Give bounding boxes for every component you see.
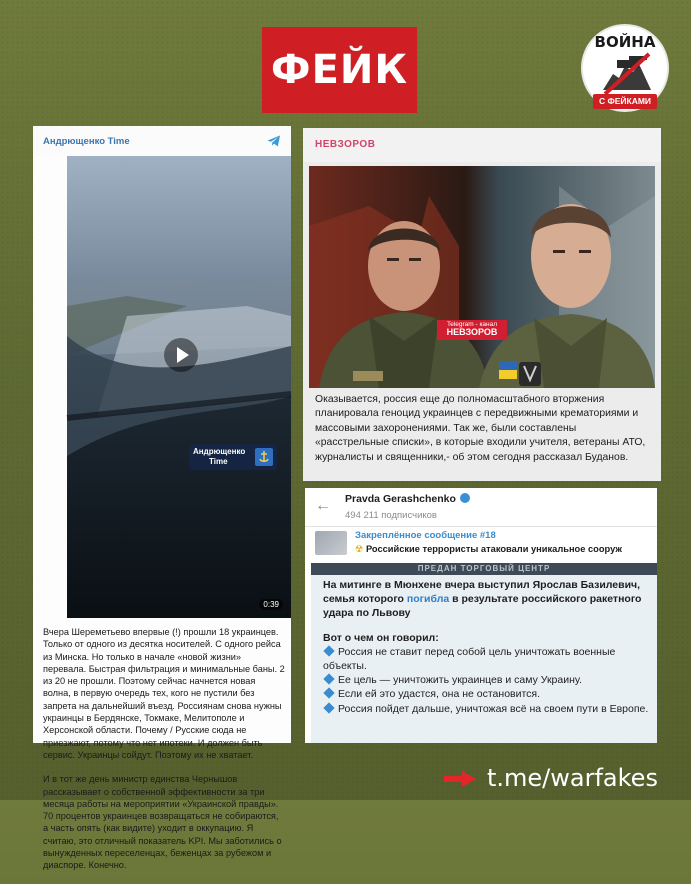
diamond-bullet-icon — [323, 688, 334, 699]
quote-intro: Вот о чем он говорил: — [323, 631, 439, 644]
post-text — [43, 626, 285, 884]
subscriber-count: 494 211 подписчиков — [345, 510, 437, 521]
two-men-photo — [309, 166, 655, 388]
war-with-fakes-logo — [581, 24, 669, 112]
channel-name[interactable]: Андрющенко Time — [43, 135, 130, 147]
radiation-icon: ☢ — [355, 544, 364, 554]
channel-link[interactable]: t.me/warfakes — [487, 764, 658, 792]
video-duration: 0:39 — [259, 599, 283, 610]
channel-name: Pravda Gerashchenko — [345, 493, 456, 505]
video-frame — [67, 156, 291, 618]
play-icon[interactable] — [163, 337, 199, 373]
channel-header — [305, 488, 657, 528]
verified-icon — [460, 493, 470, 503]
soldier-silhouette-icon — [599, 52, 655, 96]
channel-header — [33, 126, 291, 156]
fake-banner — [262, 27, 417, 113]
diamond-bullet-icon — [323, 702, 334, 713]
photo-tag-line2: НЕВЗОРОВ — [446, 327, 498, 337]
watermark-line1: Андрющенко — [193, 447, 246, 456]
video-player[interactable] — [67, 156, 291, 618]
telegram-icon[interactable] — [267, 135, 281, 147]
lead-part-1: На митинге в Мюнхене вчера выступил Ярослав Базилевич, семья которого — [323, 579, 641, 606]
lead-part-2: в результате российского ракетного удара по Львову — [323, 593, 642, 620]
pinned-message-bar[interactable] — [305, 527, 657, 560]
diamond-bullet-icon — [323, 645, 334, 656]
message-bubble — [311, 563, 657, 743]
pinned-thumbnail — [315, 531, 347, 555]
channel-title[interactable] — [345, 493, 470, 505]
red-arrow-icon — [444, 771, 476, 787]
post-paragraph-2: И в тот же день министр единства Чернышов рассказывает о собственной эффективности за три месяца работы на мероприятии «Украинской правды». 70 процентов украинцев возвращаться не собираются, а часть опять (как видите) уходит в оккупацию. Я считаю, это отличный показатель KPI. Мы заботились о вынужденных переселенцах, беженцах за рубежом и диаспоре. Конечно. — [43, 774, 282, 871]
logo-top-text: ВОЙНА — [594, 33, 656, 51]
anchor-icon — [255, 448, 273, 466]
bullet-item: Россия пойдет дальше, уничтожая всё на своем пути в Европе. — [323, 702, 649, 716]
pinned-text: Российские террористы атаковали уникальное сооруж — [365, 544, 622, 554]
message-text — [323, 578, 649, 716]
post-text: Оказывается, россия еще до полномасштабного вторжения планировала геноцид украинцев с передвижными крематориями и массовыми захоронениями. Так же, были составлены «расстрельные списки», в которые входили учителя, ветераны АТО, журналисты и священники,- об этом сегодня рассказал Буданов. — [315, 394, 646, 463]
watermark-line2: Time — [209, 457, 228, 466]
fake-label: ФЕЙК — [270, 47, 409, 93]
nevzorov-post — [303, 128, 661, 481]
post-photo[interactable] — [309, 166, 655, 388]
logo-bottom-text: С ФЕЙКАМИ — [593, 94, 657, 109]
pinned-label: Закреплённое сообщение #18 — [355, 530, 496, 541]
video-watermark — [189, 444, 277, 470]
lead-link[interactable]: погибла — [406, 593, 450, 606]
photo-tag-line1: Telegram - канал — [446, 321, 498, 328]
diamond-bullet-icon — [323, 674, 334, 685]
bullet-item: Ее цель — уничтожить украинцев и саму Украину. — [323, 673, 649, 687]
lead-text — [323, 578, 649, 621]
bullet-item: Если ей это удастся, она не остановится. — [323, 687, 649, 701]
back-arrow-icon[interactable]: ← — [315, 497, 331, 514]
bullet-item: Россия не ставит перед собой цель уничтожать военные объекты. — [323, 645, 616, 673]
image-strip-caption: ПРЕДАН ТОРГОВЫЙ ЦЕНТР — [311, 563, 657, 575]
gerashchenko-post — [305, 488, 657, 743]
pinned-text-row — [355, 544, 622, 555]
channel-name[interactable]: НЕВЗОРОВ — [303, 128, 661, 162]
photo-channel-tag — [437, 320, 507, 340]
post-paragraph-1: Вчера Шереметьево впервые (!) прошли 18 украинцев. Только от одного из десятка носителей. С одного рейса из Минска. Но только в начале «новой жизни» перевала. Быстрая фильтрация и минимальные баны. 2 из 20 не прошли. Поэтому сейчас начнется новая волна, в первую очередь тех, кого не пустили без запрета на дальнейший въезд. Россиянам снова нужны украинцы в Бердянске, Токмаке, Мелитополе и Херсонской области. Почему / Русские сюда не приезжают, потому что нет ипотеки. И должен быть сервис. Украинцы сойдут. Поэтому их не хватает. — [43, 627, 285, 760]
andriushchenko-post — [33, 126, 291, 871]
